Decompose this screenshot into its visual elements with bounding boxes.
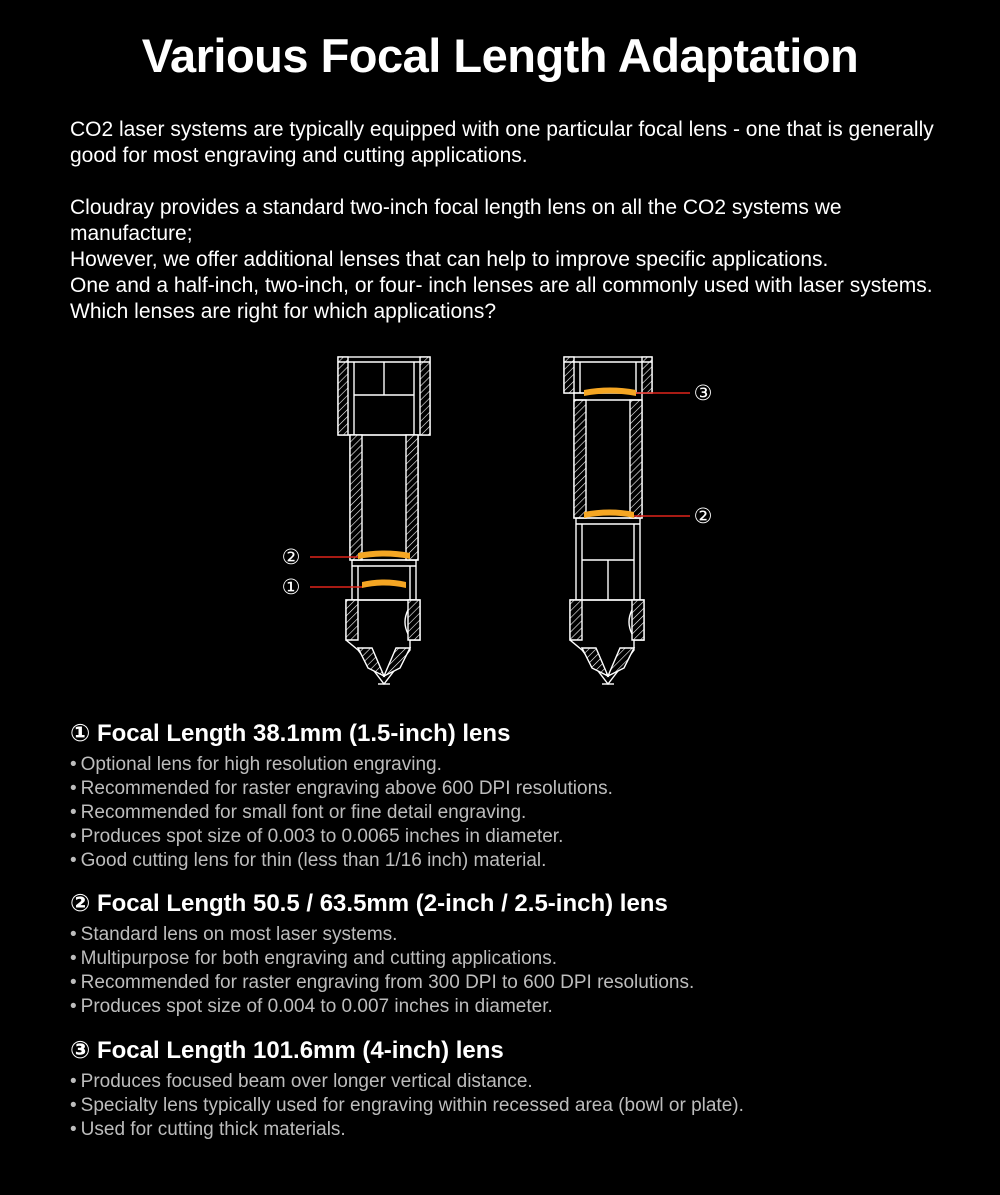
bullet-dot: • [70,1071,77,1092]
bullet-dot: • [70,754,77,775]
right-lens-2 [584,510,634,519]
intro-paragraph-4: One and a half-inch, two-inch, or four- inch lenses are all commonly used with laser systems. Which lenses are right for which applications? [70,274,933,323]
lens-section-1 [70,719,970,873]
bullet-text: Used for cutting thick materials. [80,1119,346,1140]
right-lens-3 [584,388,636,397]
bullet-text: Multipurpose for both engraving and cutting applications. [80,948,558,969]
bullet-text: Standard lens on most laser systems. [80,924,398,945]
bullet-dot: • [70,778,77,799]
right-lenses [584,381,712,528]
bullet-list [70,753,970,873]
bullet-dot: • [70,996,77,1017]
page-title: Various Focal Length Adaptation [141,29,859,82]
left-label-1: ① [281,575,301,599]
bullet-text: Recommended for raster engraving above 600 DPI resolutions. [80,778,613,799]
bullet-item [70,777,970,801]
left-lenses [282,545,410,599]
bullet-dot: • [70,1095,77,1116]
section-heading: ③ Focal Length 101.6mm (4-inch) lens [70,1037,504,1064]
lens-section-3 [70,1036,970,1142]
bullet-item [70,971,970,995]
intro-paragraph-2: Cloudray provides a standard two-inch focal length lens on all the CO2 systems we manufacture; [70,196,842,245]
bullet-dot: • [70,802,77,823]
bullet-text: Produces focused beam over longer vertical distance. [80,1071,533,1092]
left-lens-tube [338,357,430,684]
bullet-dot: • [70,850,77,871]
bullet-item [70,923,970,947]
bullet-item [70,1070,970,1094]
bullet-text: Produces spot size of 0.004 to 0.007 inches in diameter. [80,996,553,1017]
left-lens-2 [358,551,410,560]
bullet-dot: • [70,1119,77,1140]
left-label-2: ② [281,545,301,569]
bullet-text: Good cutting lens for thin (less than 1/16 inch) material. [80,850,547,871]
bullet-list [70,1070,970,1142]
right-lens-tube [564,357,652,684]
bullet-text: Produces spot size of 0.003 to 0.0065 inches in diameter. [80,826,564,847]
bullet-dot: • [70,972,77,993]
bullet-dot: • [70,924,77,945]
bullet-text: Specialty lens typically used for engraving within recessed area (bowl or plate). [80,1095,744,1116]
bullet-dot: • [70,948,77,969]
intro-text [70,117,950,325]
section-heading: ② Focal Length 50.5 / 63.5mm (2-inch / 2.5-inch) lens [70,890,668,917]
right-label-3: ③ [693,381,713,405]
bullet-item [70,947,970,971]
bullet-item [70,1118,970,1142]
lens-section-2 [70,889,970,1019]
bullet-text: Recommended for small font or fine detail engraving. [80,802,527,823]
bullet-text: Recommended for raster engraving from 300 DPI to 600 DPI resolutions. [80,972,695,993]
right-label-2: ② [693,504,713,528]
bullet-list [70,923,970,1019]
bullet-item [70,801,970,825]
left-lens-1 [362,580,406,589]
bullet-item [70,995,970,1019]
bullet-dot: • [70,826,77,847]
section-heading: ① Focal Length 38.1mm (1.5-inch) lens [70,720,511,747]
bullet-text: Optional lens for high resolution engraving. [80,754,442,775]
bullet-item [70,753,970,777]
intro-paragraph-1: CO2 laser systems are typically equipped with one particular focal lens - one that is generally good for most engraving and cutting applications. [70,118,934,167]
bullet-item [70,849,970,873]
bullet-item [70,1094,970,1118]
bullet-item [70,825,970,849]
lens-tube-diagram [0,340,1000,690]
intro-paragraph-3: However, we offer additional lenses that can help to improve specific applications. [70,248,829,271]
